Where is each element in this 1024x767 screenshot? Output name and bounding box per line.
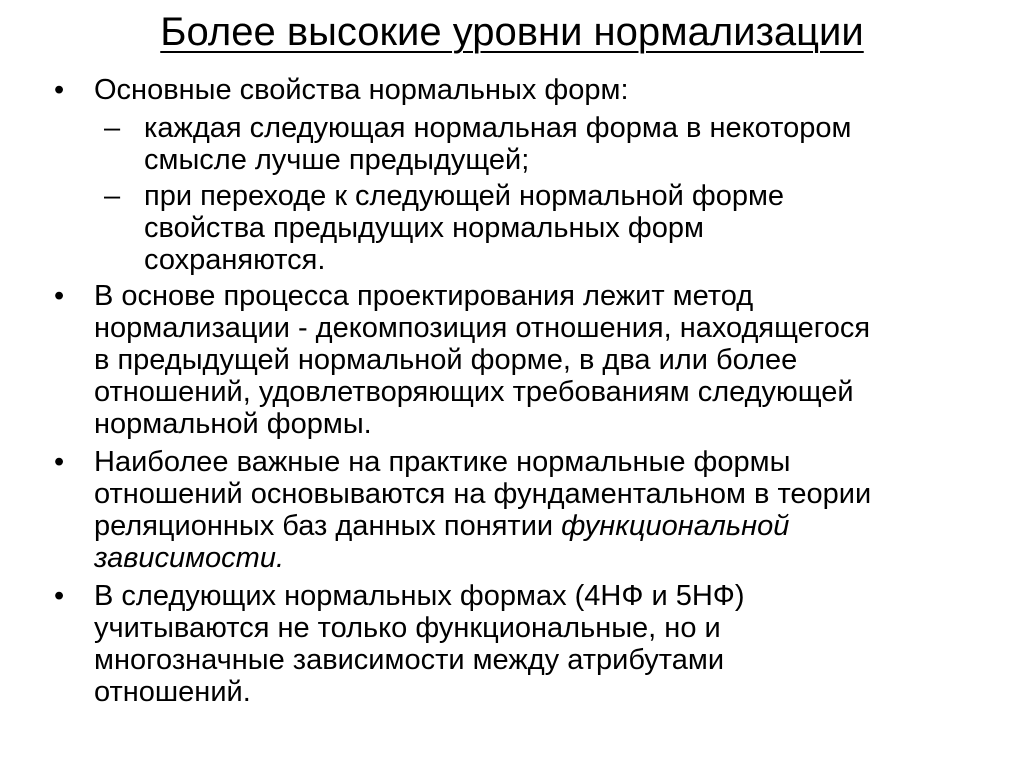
- bullet-text: нормализации - декомпозиция отношения, находящегося: [94, 312, 871, 344]
- bullet-icon: •: [54, 580, 65, 612]
- bullet-text: нормальной формы.: [94, 408, 372, 440]
- bullet-item-1: [52, 74, 1014, 106]
- bullet-icon: •: [54, 74, 65, 106]
- sub-item-1: [52, 112, 1014, 176]
- bullet-text: в предыдущей нормальной форме, в два или более: [94, 344, 798, 376]
- dash-icon: –: [104, 180, 121, 212]
- sub-text: смысле лучше предыдущей;: [144, 144, 530, 176]
- sub-text: при переходе к следующей нормальной форме: [144, 180, 785, 212]
- bullet-item-3: [52, 446, 1014, 574]
- bullet-item-4: [52, 580, 1014, 708]
- bullet-text-plain: реляционных баз данных понятии: [94, 510, 562, 542]
- term-dependency: зависимости.: [94, 542, 285, 574]
- bullet-text: учитываются не только функциональные, но и: [94, 612, 721, 644]
- bullet-text: Основные свойства нормальных форм:: [94, 74, 629, 106]
- bullet-text-mixed: [94, 510, 1014, 542]
- term-functional: функциональной: [561, 510, 790, 542]
- sub-text: сохраняются.: [144, 244, 326, 276]
- bullet-icon: •: [54, 280, 65, 312]
- bullet-list: [52, 74, 1014, 714]
- sub-text: каждая следующая нормальная форма в некотором: [144, 112, 852, 144]
- bullet-text: В основе процесса проектирования лежит метод: [94, 280, 754, 312]
- sub-text: свойства предыдущих нормальных форм: [144, 212, 704, 244]
- bullet-text: В следующих нормальных формах (4НФ и 5НФ): [94, 580, 745, 612]
- bullet-text: отношений, удовлетворяющих требованиям следующей: [94, 376, 854, 408]
- bullet-item-2: [52, 280, 1014, 440]
- bullet-text: отношений.: [94, 676, 251, 708]
- sub-item-2: [52, 180, 1014, 276]
- bullet-text: многозначные зависимости между атрибутами: [94, 644, 725, 676]
- slide-title: Более высокие уровни нормализации: [160, 10, 864, 54]
- bullet-text: отношений основываются на фундаментальном в теории: [94, 478, 872, 510]
- bullet-icon: •: [54, 446, 65, 478]
- dash-icon: –: [104, 112, 121, 144]
- bullet-text: Наиболее важные на практике нормальные формы: [94, 446, 791, 478]
